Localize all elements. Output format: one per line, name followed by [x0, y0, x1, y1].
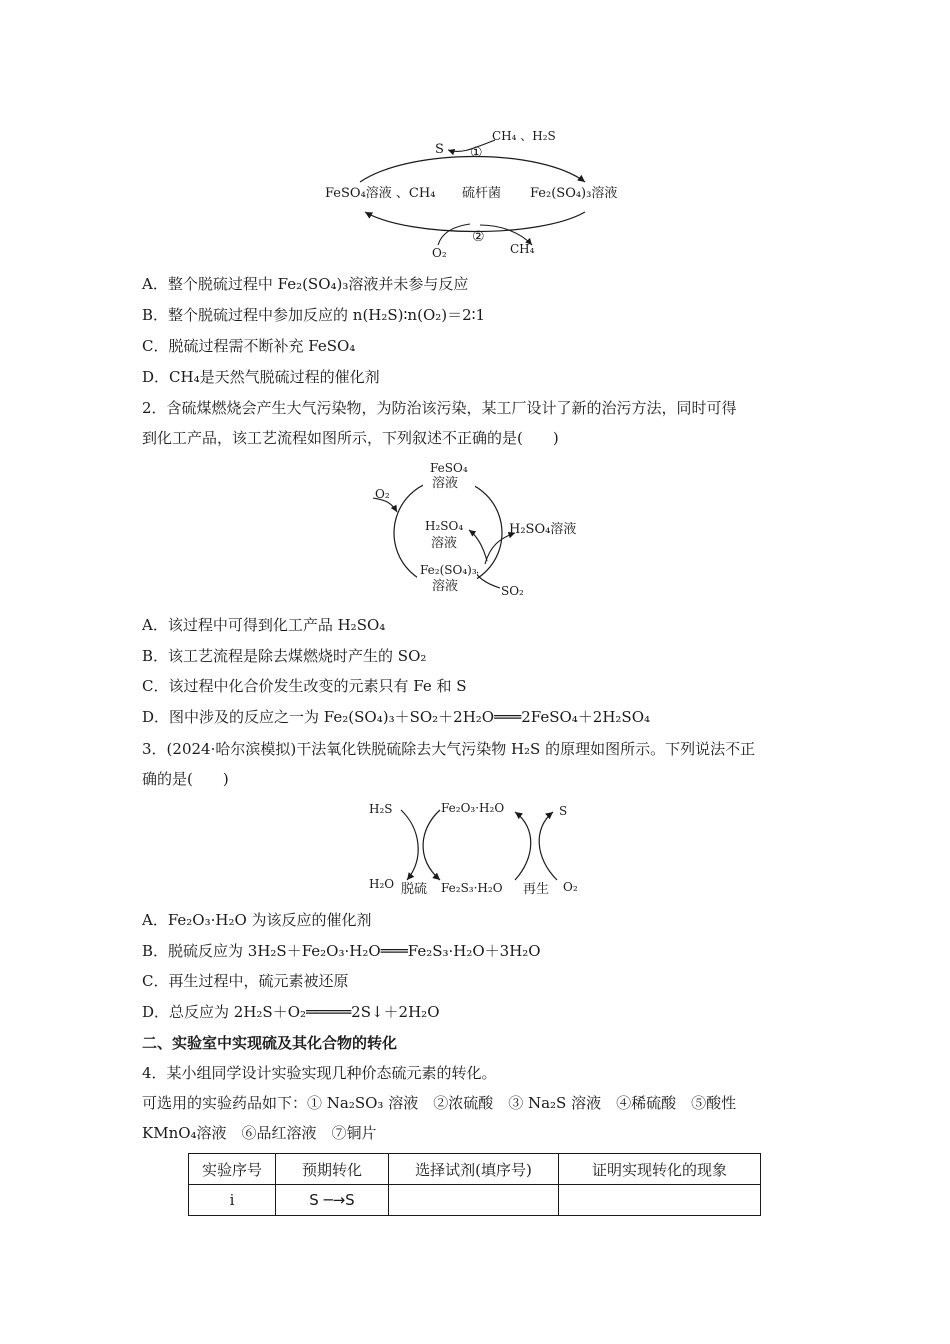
label-zaisheng: 再生	[523, 882, 550, 897]
label-s: S	[435, 142, 444, 157]
q3-option-d: D．总反应为 2H₂S＋O₂═════2S↓＋2H₂O	[142, 1003, 440, 1021]
label-so2: SO₂	[501, 584, 524, 598]
q1-option-b: B．整个脱硫过程中参加反应的 n(H₂S)∶n(O₂)＝2∶1	[142, 306, 486, 324]
label-o2: O₂	[375, 487, 390, 501]
arc-fe2o3-to-fe2s3	[423, 810, 440, 880]
table-cell: i	[189, 1185, 276, 1216]
label-o2: O₂	[563, 880, 578, 894]
q2-option-c: C．该过程中化合价发生改变的元素只有 Fe 和 S	[142, 677, 467, 695]
table-header: 预期转化	[276, 1154, 389, 1185]
label-bacteria: 硫杆菌	[462, 186, 502, 201]
table-cell[interactable]	[559, 1185, 761, 1216]
diagram-coal-desulfurization	[365, 456, 605, 602]
label-feso4: FeSO₄溶液 、CH₄	[325, 186, 436, 201]
label-h2so4-output: H₂SO₄溶液	[509, 522, 577, 537]
q2-option-b: B．该工艺流程是除去煤燃烧时产生的 SO₂	[142, 647, 427, 665]
label-circle-1: ①	[470, 145, 483, 161]
table-cell: S ─→S	[276, 1185, 389, 1216]
q1-option-c: C．脱硫过程需不断补充 FeSO₄	[142, 337, 356, 355]
label-ch4-h2s: CH₄ 、H₂S	[492, 129, 556, 143]
label-fe2o3-h2o: Fe₂O₃·H₂O	[441, 801, 505, 815]
table-cell[interactable]	[389, 1185, 559, 1216]
table-row	[189, 1185, 761, 1216]
label-circle-2: ②	[472, 229, 485, 245]
q3-stem-line2: 确的是( )	[142, 770, 229, 788]
label-ch4: CH₄	[510, 242, 535, 256]
q2-option-a: A．该过程中可得到化工产品 H₂SO₄	[142, 616, 386, 634]
q4-stem-line1: 4．某小组同学设计实验实现几种价态硫元素的转化。	[142, 1064, 497, 1082]
table-header-row	[189, 1154, 761, 1185]
label-s: S	[559, 804, 568, 818]
label-tuoliu: 脱硫	[401, 882, 428, 897]
label-o2: O₂	[432, 246, 447, 260]
label-fe2so43: Fe₂(SO₄)₃	[420, 563, 477, 577]
table-header: 实验序号	[189, 1154, 276, 1185]
q1-option-a: A．整个脱硫过程中 Fe₂(SO₄)₃溶液并未参与反应	[142, 275, 469, 293]
q3-option-a: A．Fe₂O₃·H₂O 为该反应的催化剂	[142, 911, 372, 929]
arrow-from-o2	[438, 224, 470, 245]
diagram-iron-oxide-desulfurization	[365, 798, 595, 900]
label-fe2so43: Fe₂(SO₄)₃溶液	[530, 186, 618, 201]
q1-option-d: D．CH₄是天然气脱硫过程的催化剂	[142, 368, 380, 386]
label-h2s: H₂S	[369, 802, 393, 816]
diagram-desulfurization-bacteria	[320, 120, 640, 265]
label-feso4: FeSO₄	[430, 461, 468, 475]
label-h2so4-inner: H₂SO₄	[425, 519, 464, 533]
label-h2so4-inner-solution: 溶液	[431, 536, 458, 551]
q2-stem-line2: 到化工产品，该工艺流程如图所示，下列叙述不正确的是( )	[142, 429, 559, 447]
arrow-inner	[469, 530, 487, 561]
label-fe2so43-solution: 溶液	[432, 579, 459, 594]
label-fe2s3-h2o: Fe₂S₃·H₂O	[441, 881, 503, 895]
table-header: 证明实现转化的现象	[559, 1154, 761, 1185]
experiment-table	[188, 1153, 761, 1216]
q4-stem-line2: 可选用的实验药品如下：① Na₂SO₃ 溶液 ②浓硫酸 ③ Na₂S 溶液 ④稀硫酸 ⑤酸性	[142, 1094, 737, 1112]
label-feso4-solution: 溶液	[432, 476, 459, 491]
arc-h2s-to-h2o	[401, 810, 418, 880]
arc-o2-to-s	[539, 812, 557, 880]
label-h2o: H₂O	[369, 877, 395, 891]
q3-option-b: B．脱硫反应为 3H₂S＋Fe₂O₃·H₂O═══Fe₂S₃·H₂O＋3H₂O	[142, 942, 541, 960]
q2-stem-line1: 2．含硫煤燃烧会产生大气污染物，为防治该污染，某工厂设计了新的治污方法，同时可得	[142, 399, 737, 417]
q2-option-d: D．图中涉及的反应之一为 Fe₂(SO₄)₃＋SO₂＋2H₂O═══2FeSO₄＋2H₂SO₄	[142, 708, 651, 726]
table-header: 选择试剂(填序号)	[389, 1154, 559, 1185]
q4-stem-line3: KMnO₄溶液 ⑥品红溶液 ⑦铜片	[142, 1124, 377, 1142]
section-heading: 二、实验室中实现硫及其化合物的转化	[142, 1034, 398, 1052]
q3-stem-line1: 3．(2024·哈尔滨模拟)干法氧化铁脱硫除去大气污染物 H₂S 的原理如图所示。下列说法不正	[142, 740, 756, 758]
q3-option-c: C．再生过程中，硫元素被还原	[142, 972, 349, 990]
arc-fe2s3-to-fe2o3	[515, 812, 531, 880]
